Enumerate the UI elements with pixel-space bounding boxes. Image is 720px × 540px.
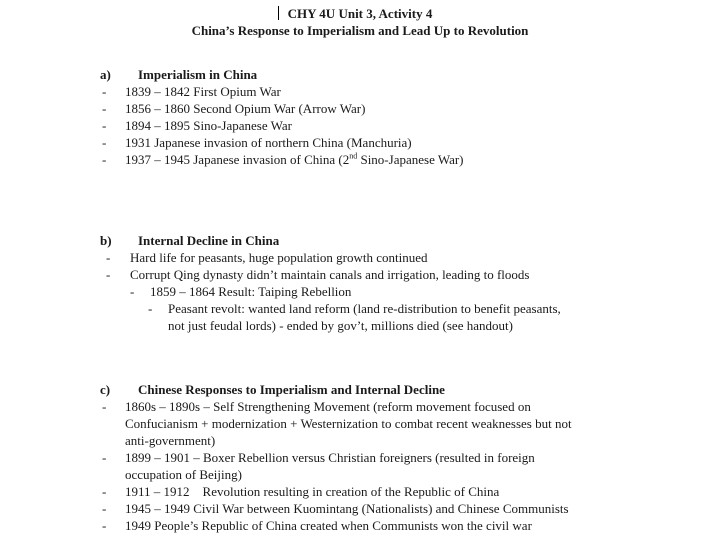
section-c-item: 1945 – 1949 Civil War between Kuomintang (Nationalists) and Chinese Communists	[125, 501, 569, 516]
section-b-letter: b)	[100, 233, 112, 248]
superscript: nd	[349, 151, 358, 161]
bullet-dash: -	[148, 301, 153, 316]
item-text: 1937 – 1945 Japanese invasion of China (2	[125, 152, 350, 167]
section-b-item: Hard life for peasants, huge population growth continued	[130, 250, 428, 265]
bullet-dash: -	[102, 101, 107, 116]
bullet-dash: -	[102, 399, 107, 414]
section-c-item: Confucianism + modernization + Westernization to combat recent weaknesses but not	[125, 416, 572, 431]
section-c-letter: c)	[100, 382, 111, 397]
bullet-dash: -	[102, 84, 107, 99]
section-b-item: not just feudal lords) - ended by gov’t, millions died (see handout)	[168, 318, 513, 333]
section-a-item: 1856 – 1860 Second Opium War (Arrow War)	[125, 101, 366, 116]
section-c-item: occupation of Beijing)	[125, 467, 242, 482]
bullet-dash: -	[130, 284, 135, 299]
bullet-dash: -	[102, 501, 107, 516]
section-c-item: 1911 – 1912 Revolution resulting in creation of the Republic of China	[125, 484, 500, 499]
section-a-heading: Imperialism in China	[138, 67, 258, 82]
section-b-item: Peasant revolt: wanted land reform (land re-distribution to benefit peasants,	[168, 301, 561, 316]
bullet-dash: -	[102, 484, 107, 499]
section-b-heading: Internal Decline in China	[138, 233, 280, 248]
section-a-item: 1931 Japanese invasion of northern China (Manchuria)	[125, 135, 412, 150]
section-c-item: 1860s – 1890s – Self Strengthening Movement (reform movement focused on	[125, 399, 531, 414]
section-a-letter: a)	[100, 67, 111, 82]
section-b-item: 1859 – 1864 Result: Taiping Rebellion	[150, 284, 352, 299]
document-subtitle: China’s Response to Imperialism and Lead Up to Revolution	[191, 23, 529, 38]
item-text: Sino-Japanese War)	[360, 152, 464, 167]
bullet-dash: -	[102, 152, 107, 167]
section-a-item	[125, 152, 464, 168]
bullet-dash: -	[102, 135, 107, 150]
section-c-item: 1899 – 1901 – Boxer Rebellion versus Christian foreigners (resulted in foreign	[125, 450, 535, 465]
bullet-dash: -	[106, 267, 111, 282]
bullet-dash: -	[102, 450, 107, 465]
bullet-dash: -	[102, 118, 107, 133]
section-a-item: 1839 – 1842 First Opium War	[125, 84, 281, 99]
section-c-heading: Chinese Responses to Imperialism and Internal Decline	[138, 382, 445, 397]
bullet-dash: -	[106, 250, 111, 265]
section-c-item: anti-government)	[125, 433, 216, 448]
section-a-item: 1894 – 1895 Sino-Japanese War	[125, 118, 292, 133]
document-title: CHY 4U Unit 3, Activity 4	[287, 6, 433, 21]
section-b-item: Corrupt Qing dynasty didn’t maintain canals and irrigation, leading to floods	[130, 267, 530, 282]
section-c-item: 1949 People’s Republic of China created when Communists won the civil war	[125, 518, 532, 533]
bullet-dash: -	[102, 518, 107, 533]
